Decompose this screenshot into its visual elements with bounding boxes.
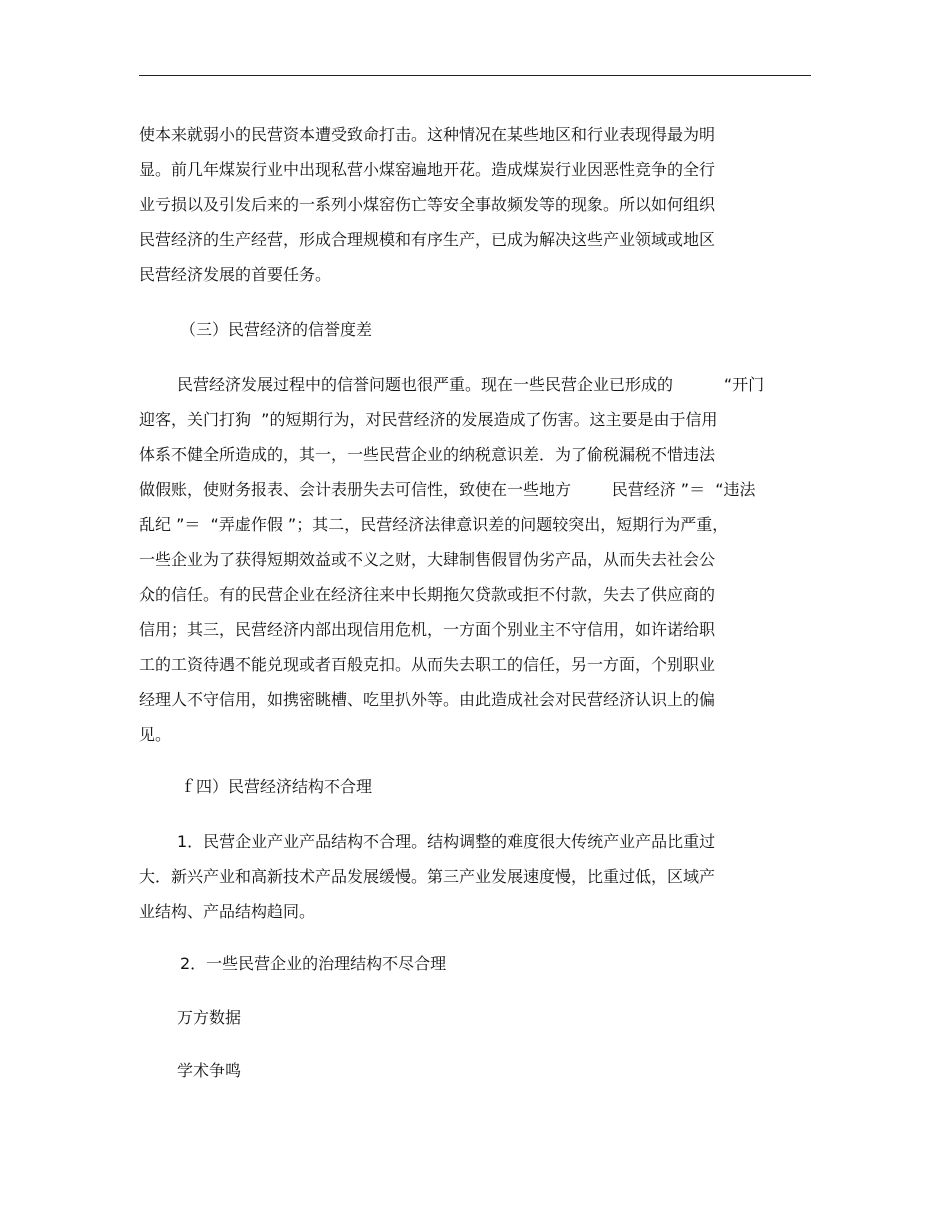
paragraph-line: 工的工资待遇不能兑现或者百般克扣。从而失去职工的信任，另一方面，个别职业 [139,655,716,674]
header-rule [139,75,811,76]
paragraph-line: 民营经济发展的首要任务。 [139,265,332,284]
paragraph-line: 做假账，使财务报表、会计表册失去可信性，致使在一些地方 民营经济 ”＝ “违法 [139,480,756,499]
paragraph-line: 乱纪 ”＝ “弄虚作假 ”；其二，民营经济法律意识差的问题较突出，短期行为严重， [139,515,729,534]
paragraph-line: 众的信任。有的民营企业在经济往来中长期拖欠贷款或拒不付款，失去了供应商的 [139,585,716,604]
paragraph-line: 迎客，关门打狗 ”的短期行为，对民营经济的发展造成了伤害。这主要是由于信用 [139,410,718,429]
section-heading: ｆ四）民营经济结构不合理 [180,777,373,796]
source-watermark: 万方数据 [177,1008,242,1027]
section-heading: （三）民营经济的信誉度差 [180,320,373,339]
paragraph-line: 一些企业为了获得短期效益或不义之财，大肆制售假冒伪劣产品，从而失去社会公 [139,550,716,569]
paragraph-line: 民营经济发展过程中的信誉问题也很严重。现在一些民营企业已形成的 “开门 [177,375,765,394]
paragraph-line: 民营经济的生产经营，形成合理规模和有序生产，已成为解决这些产业领域或地区 [139,230,716,249]
paragraph-line: 大．新兴产业和高新技术产品发展缓慢。第三产业发展速度慢，比重过低，区域产 [139,867,716,886]
paragraph-line: 1．民营企业产业产品结构不合理。结构调整的难度很大传统产业产品比重过 [177,832,716,851]
subsection-item: 2．一些民营企业的治理结构不尽合理 [180,954,447,973]
paragraph-line: 业结构、产品结构趋同。 [139,902,316,921]
paragraph-line: 见。 [139,725,172,744]
paragraph-line: 业亏损以及引发后来的一系列小煤窑伤亡等安全事故频发等的现象。所以如何组织 [139,195,716,214]
journal-section-label: 学术争鸣 [177,1061,242,1080]
paragraph-line: 体系不健全所造成的，其一，一些民营企业的纳税意识差．为了偷税漏税不惜违法 [139,445,716,464]
paragraph-line: 信用；其三，民营经济内部出现信用危机，一方面个别业主不守信用，如许诺给职 [139,620,716,639]
paragraph-line: 使本来就弱小的民营资本遭受致命打击。这种情况在某些地区和行业表现得最为明 [139,125,716,144]
paragraph-line: 显。前几年煤炭行业中出现私营小煤窑遍地开花。造成煤炭行业因恶性竞争的全行 [139,160,716,179]
paragraph-line: 经理人不守信用，如携密眺槽、吃里扒外等。由此造成社会对民营经济认识上的偏 [139,690,716,709]
